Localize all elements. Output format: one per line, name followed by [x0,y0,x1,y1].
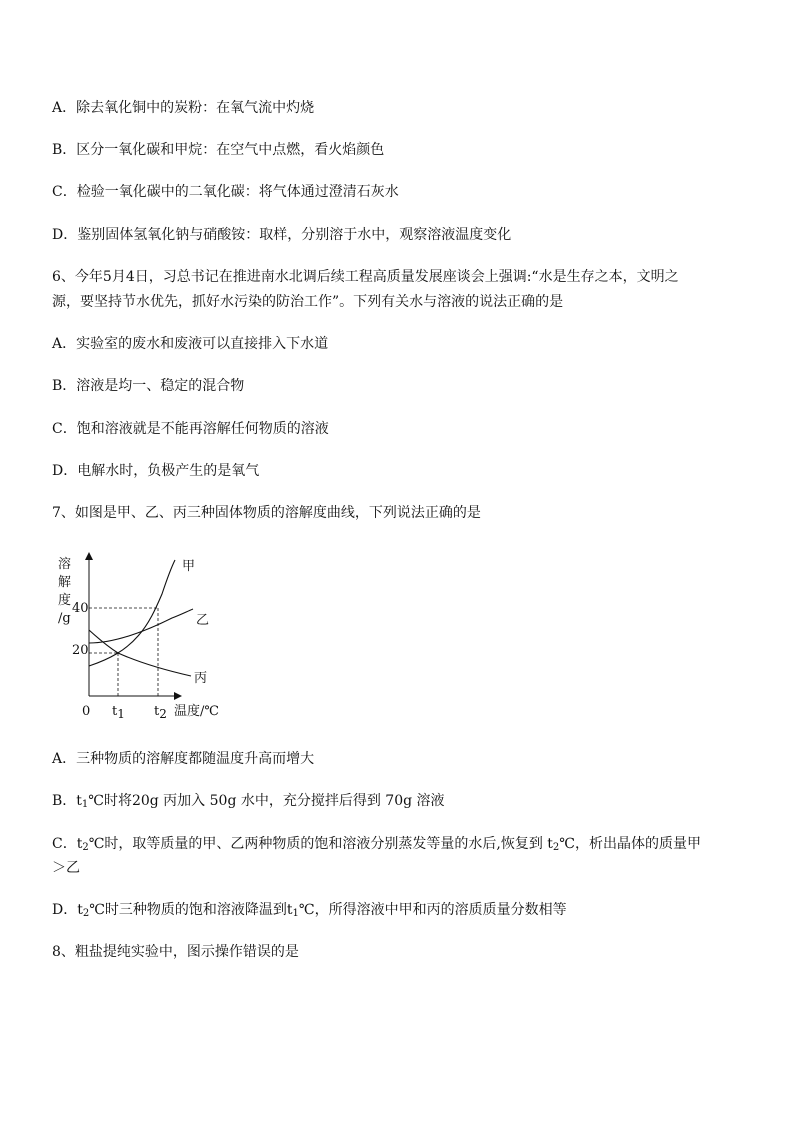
q7-option-c-line2: ＞乙 [52,860,80,876]
q8-stem: 8、粗盐提纯实验中，图示操作错误的是 [52,944,299,960]
series-jia-curve [89,560,175,666]
q6-stem-line2: 源，要坚持节水优先，抓好水污染的防治工作”。下列有关水与溶液的说法正确的是 [52,294,564,310]
q6-option-d: D．电解水时，负极产生的是氧气 [52,463,260,479]
y-label-2: 解 [58,575,72,590]
y-label-1: 溶 [58,557,72,572]
y-label-3: 度 [58,593,72,608]
series-yi-curve [89,609,193,643]
x-tick-t1: t1 [112,704,125,721]
q6-stem-line1: 6、今年5月4日，习总书记在推进南水北调后续工程高质量发展座谈会上强调:“水是生存之本，文明之 [52,269,679,285]
q6-option-b: B．溶液是均一、稳定的混合物 [52,378,245,394]
q7-option-a: A．三种物质的溶解度都随温度升高而增大 [52,751,315,767]
x-tick-t2: t2 [154,704,167,721]
q7-option-b: B．$t_1℃$时将20g 丙加入 50g 水中，充分搅拌后得到 70g 溶液 [52,793,445,810]
y-tick-20: 20 [72,643,89,658]
solubility-curve-chart [48,546,238,726]
q5-option-b: B．区分一氧化碳和甲烷：在空气中点燃，看火焰颜色 [52,142,385,158]
q7-option-c: C．$t_2℃$时，取等质量的甲、乙两种物质的饱和溶液分别蒸发等量的水后,恢复到 $t_2℃$，析出晶体的质量甲 [52,836,701,853]
origin-label: 0 [82,704,91,719]
y-tick-40: 40 [72,601,89,616]
q6-option-a: A．实验室的废水和废液可以直接排入下水道 [52,336,329,352]
x-axis-label: 温度/℃ [174,704,219,719]
y-label-4: /g [58,611,71,626]
q5-option-a: A．除去氧化铜中的炭粉：在氧气流中灼烧 [52,100,315,116]
series-bing-label: 丙 [194,671,208,686]
q7-stem: 7、如图是甲、乙、丙三种固体物质的溶解度曲线，下列说法正确的是 [52,505,481,521]
q6-option-c: C．饱和溶液就是不能再溶解任何物质的溶液 [52,421,329,437]
series-jia-label: 甲 [182,559,196,574]
q7-option-d: D．$t_2℃$时三种物质的饱和溶液降温到$t_1℃$，所得溶液中甲和丙的溶质质量分数相等 [52,902,567,919]
q5-option-d: D．鉴别固体氢氧化钠与硝酸铵：取样，分别溶于水中，观察溶液温度变化 [52,227,512,243]
q5-option-c: C．检验一氧化碳中的二氧化碳：将气体通过澄清石灰水 [52,184,399,200]
series-yi-label: 乙 [196,613,210,628]
